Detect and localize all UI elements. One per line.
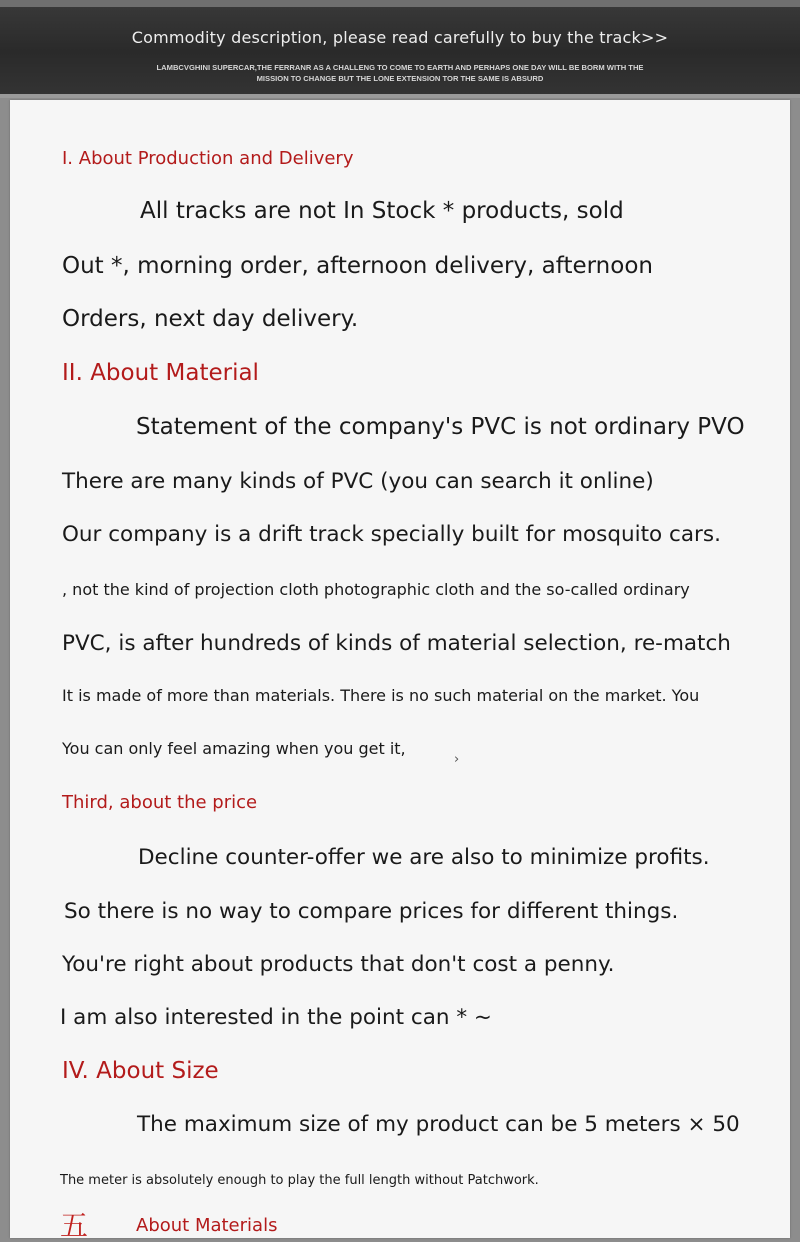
- section-heading-size: IV. About Size: [62, 1058, 219, 1084]
- description-sheet: [10, 100, 790, 1242]
- header-title: Commodity description, please read carefully to buy the track>>: [131, 28, 669, 47]
- header-banner: [0, 0, 800, 98]
- section-heading-material: II. About Material: [62, 360, 259, 386]
- material-line-7: You can only feel amazing when you get it,: [62, 739, 406, 758]
- section-heading-production: I. About Production and Delivery: [62, 148, 354, 169]
- price-line-3: You're right about products that don't cost a penny.: [62, 952, 615, 977]
- header-tagline: LAMBCVGHINI SUPERCAR,THE FERRANR AS A CHALLENG TO COME TO EARTH AND PERHAPS ONE DAY WILL BE BORM WITH THE MISSION TO CHANGE BUT THE LONE EXTENSION TOR THE SAME IS ABSURD: [156, 63, 644, 83]
- size-line-2: The meter is absolutely enough to play the full length without Patchwork.: [60, 1173, 539, 1188]
- section-numeral-five: 五: [60, 1210, 89, 1242]
- production-line-2: Out *, morning order, afternoon delivery, afternoon: [62, 253, 653, 279]
- section-heading-materials: About Materials: [136, 1215, 278, 1236]
- price-line-2: So there is no way to compare prices for different things.: [64, 899, 679, 924]
- material-line-4: , not the kind of projection cloth photographic cloth and the so-called ordinary: [62, 580, 690, 599]
- material-line-3: Our company is a drift track specially built for mosquito cars.: [62, 522, 721, 547]
- material-line-7-mark: ›: [454, 752, 460, 767]
- production-line-1: All tracks are not In Stock * products, sold: [140, 198, 624, 224]
- section-heading-price: Third, about the price: [62, 792, 258, 813]
- price-line-1: Decline counter-offer we are also to minimize profits.: [138, 845, 710, 870]
- material-line-2: There are many kinds of PVC (you can search it online): [62, 469, 654, 494]
- header-top-stripe: [0, 0, 800, 7]
- price-line-4: I am also interested in the point can * ~: [60, 1005, 492, 1030]
- material-line-6: It is made of more than materials. There is no such material on the market. You: [62, 686, 700, 705]
- material-line-1: Statement of the company's PVC is not ordinary PVO: [136, 414, 745, 440]
- production-line-3: Orders, next day delivery.: [62, 306, 359, 332]
- size-line-1: The maximum size of my product can be 5 meters × 50: [137, 1112, 740, 1137]
- material-line-5: PVC, is after hundreds of kinds of material selection, re-match: [62, 631, 731, 656]
